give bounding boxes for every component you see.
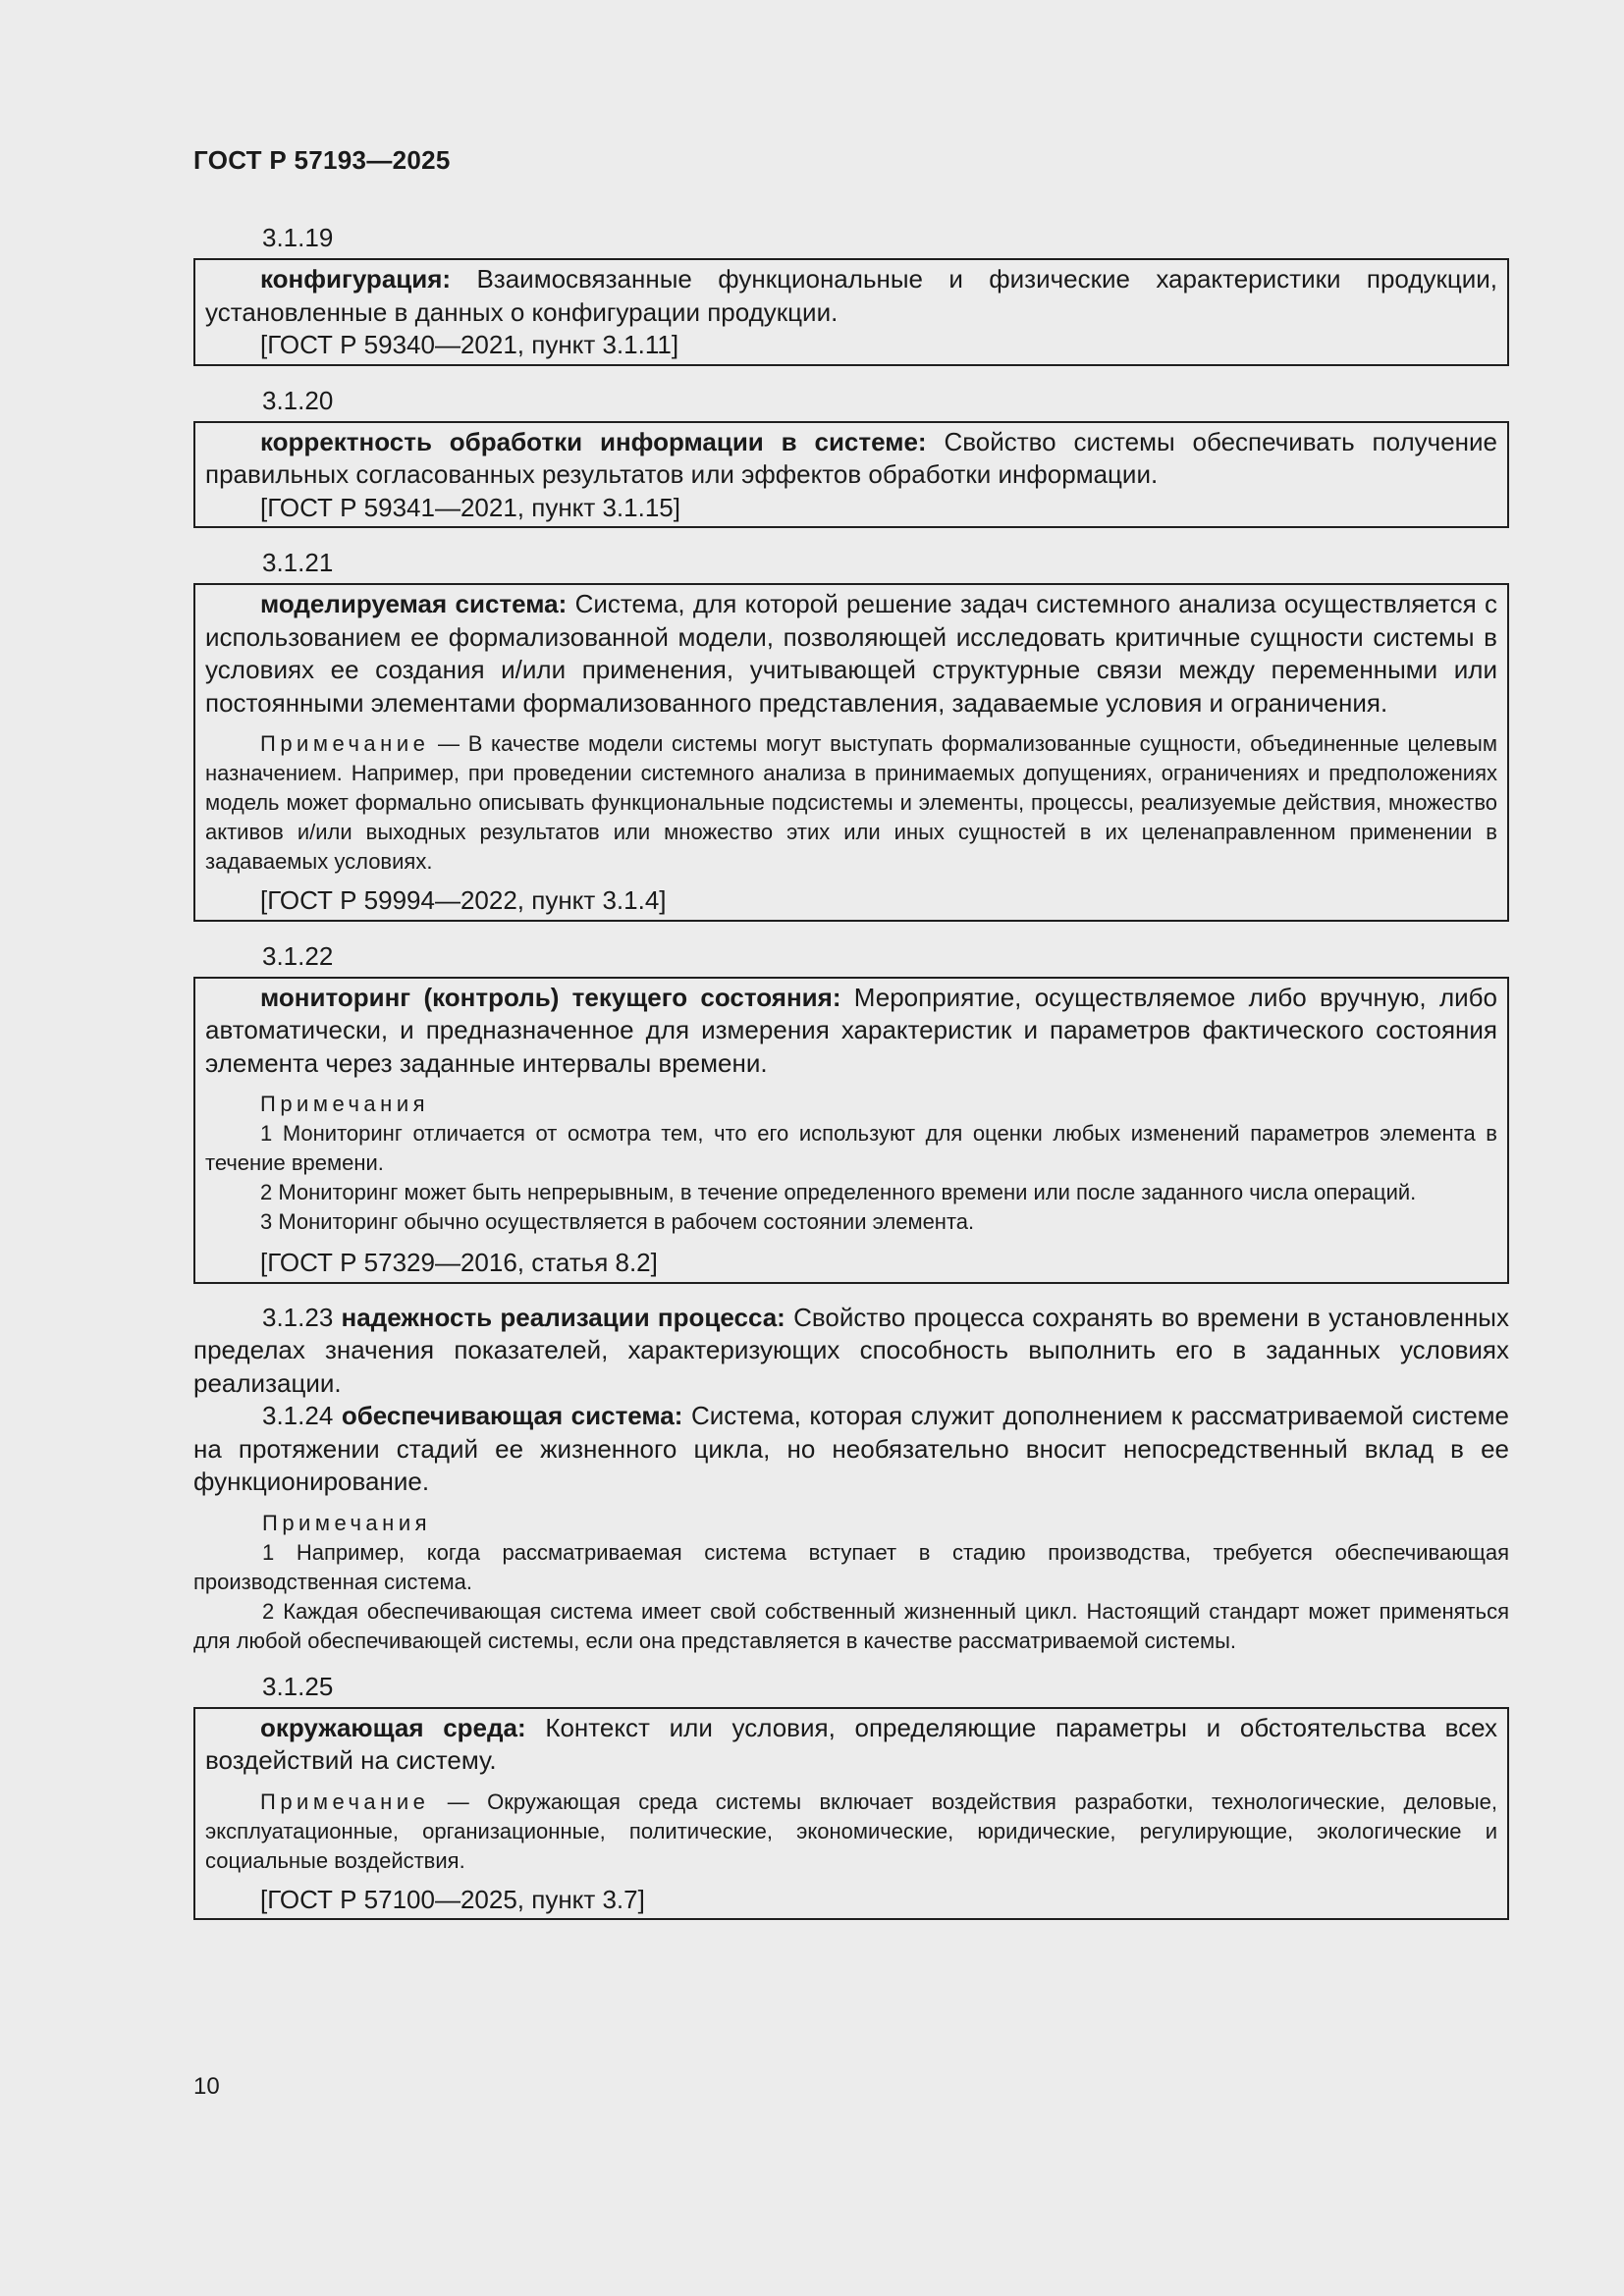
entry-number: 3.1.22 xyxy=(262,940,334,971)
term-name: конфигурация: xyxy=(260,264,452,294)
term-name: моделируемая система: xyxy=(260,589,568,618)
term-source: [ГОСТ Р 57100—2025, пункт 3.7] xyxy=(260,1884,645,1914)
term-note xyxy=(205,1788,1497,1876)
terms-content xyxy=(193,221,1509,1938)
term-box-monitoring xyxy=(193,977,1509,1284)
term-name: мониторинг (контроль) текущего состояния: xyxy=(260,982,841,1012)
entry-number: 3.1.24 xyxy=(262,1401,334,1430)
term-source: [ГОСТ Р 59340—2021, пункт 3.1.11] xyxy=(260,330,679,359)
term-box-configuration xyxy=(193,258,1509,366)
note-item: 3 Мониторинг обычно осуществляется в рабочем состоянии элемента. xyxy=(260,1209,975,1234)
note-text: — В качестве модели системы могут выступать формализованные сущности, объединенные целевым назначением. Например, при проведении системного анализа в принимаемых допущениях, ограничениях и предположениях модель может формально описывать функциональные подсистемы и элементы, процессы, реализуемые действия, множество активов и/или выходных результатов или множество этих или иных сущностей в их целенаправленном применении в задаваемых условиях. xyxy=(205,731,1497,874)
unboxed-entries xyxy=(193,1302,1509,1656)
term-name: обеспечивающая система: xyxy=(341,1401,683,1430)
term-definition xyxy=(205,1712,1497,1778)
note-label: Примечание xyxy=(260,1789,430,1814)
entry-number: 3.1.21 xyxy=(262,548,334,577)
term-text: Система, для которой решение задач системного анализа осуществляется с использованием ее формализованной модели, позволяющей исследовать критичные сущности системы в условиях ее создания и/или применения, учитывающей структурные связи между переменными или постоянными элементами формализованного представления, задаваемые условия и ограничения. xyxy=(205,589,1497,718)
term-source: [ГОСТ Р 59994—2022, пункт 3.1.4] xyxy=(260,885,667,915)
note-item: 1 Мониторинг отличается от осмотра тем, что его используют для оценки любых изменений параметров элемента в течение времени. xyxy=(205,1121,1497,1175)
term-name: окружающая среда: xyxy=(260,1712,526,1742)
note-item: 1 Например, когда рассматриваемая система вступает в стадию производства, требуется обеспечивающая производственная система. xyxy=(193,1539,1509,1594)
term-definition xyxy=(205,588,1497,720)
entry-number: 3.1.20 xyxy=(262,385,334,415)
term-text: Свойство процесса сохранять во времени в установленных пределах значения показателей, характеризующих способность выполнить его в заданных условиях реализации. xyxy=(193,1302,1509,1398)
term-definition xyxy=(205,982,1497,1081)
term-box-modeled-system xyxy=(193,583,1509,922)
term-box-correctness xyxy=(193,421,1509,529)
entry-number: 3.1.25 xyxy=(262,1671,334,1701)
entry-number: 3.1.23 xyxy=(262,1302,334,1332)
term-definition xyxy=(193,1400,1509,1499)
note-text: — Окружающая среда системы включает воздействия разработки, технологические, деловые, эксплуатационные, организационные, политические, экономические, юридические, регулирующие, экологические и социальные воздействия. xyxy=(205,1789,1497,1873)
term-text: Взаимосвязанные функциональные и физические характеристики продукции, установленные в данных о конфигурации продукции. xyxy=(205,264,1497,327)
term-name: надежность реализации процесса: xyxy=(341,1302,785,1332)
term-text: Контекст или условия, определяющие параметры и обстоятельства всех воздействий на систему. xyxy=(205,1712,1498,1775)
term-text: Система, которая служит дополнением к рассматриваемой системе на протяжении стадий ее жизненного цикла, но необязательно вносит непосредственный вклад в ее функционирование. xyxy=(193,1401,1509,1496)
term-name: корректность обработки информации в системе: xyxy=(260,426,927,456)
term-definition xyxy=(193,1302,1509,1401)
note-label: Примечание xyxy=(260,731,430,756)
term-box-environment xyxy=(193,1707,1509,1921)
note-item: 2 Мониторинг может быть непрерывным, в течение определенного времени или после заданного числа операций. xyxy=(260,1180,1417,1204)
term-definition xyxy=(205,263,1497,329)
document-code-header: ГОСТ Р 57193—2025 xyxy=(193,145,451,175)
term-text: Свойство системы обеспечивать получение правильных согласованных результатов или эффектов обработки информации. xyxy=(205,426,1497,489)
term-source: [ГОСТ Р 57329—2016, статья 8.2] xyxy=(260,1248,658,1277)
term-note xyxy=(205,729,1497,877)
notes-label: Примечания xyxy=(260,1092,430,1116)
term-definition xyxy=(205,426,1497,492)
term-text: Мероприятие, осуществляемое либо вручную, либо автоматически, и предназначенное для измерения характеристик и параметров фактического состояния элемента через заданные интервалы времени. xyxy=(205,982,1497,1078)
term-source: [ГОСТ Р 59341—2021, пункт 3.1.15] xyxy=(260,492,680,522)
page-number: 10 xyxy=(193,2073,220,2100)
note-item: 2 Каждая обеспечивающая система имеет свой собственный жизненный цикл. Настоящий стандарт может применяться для любой обеспечивающей системы, если она представляется в качестве рассматриваемой системы. xyxy=(193,1598,1509,1653)
notes-label: Примечания xyxy=(262,1510,432,1535)
entry-number: 3.1.19 xyxy=(262,223,334,252)
